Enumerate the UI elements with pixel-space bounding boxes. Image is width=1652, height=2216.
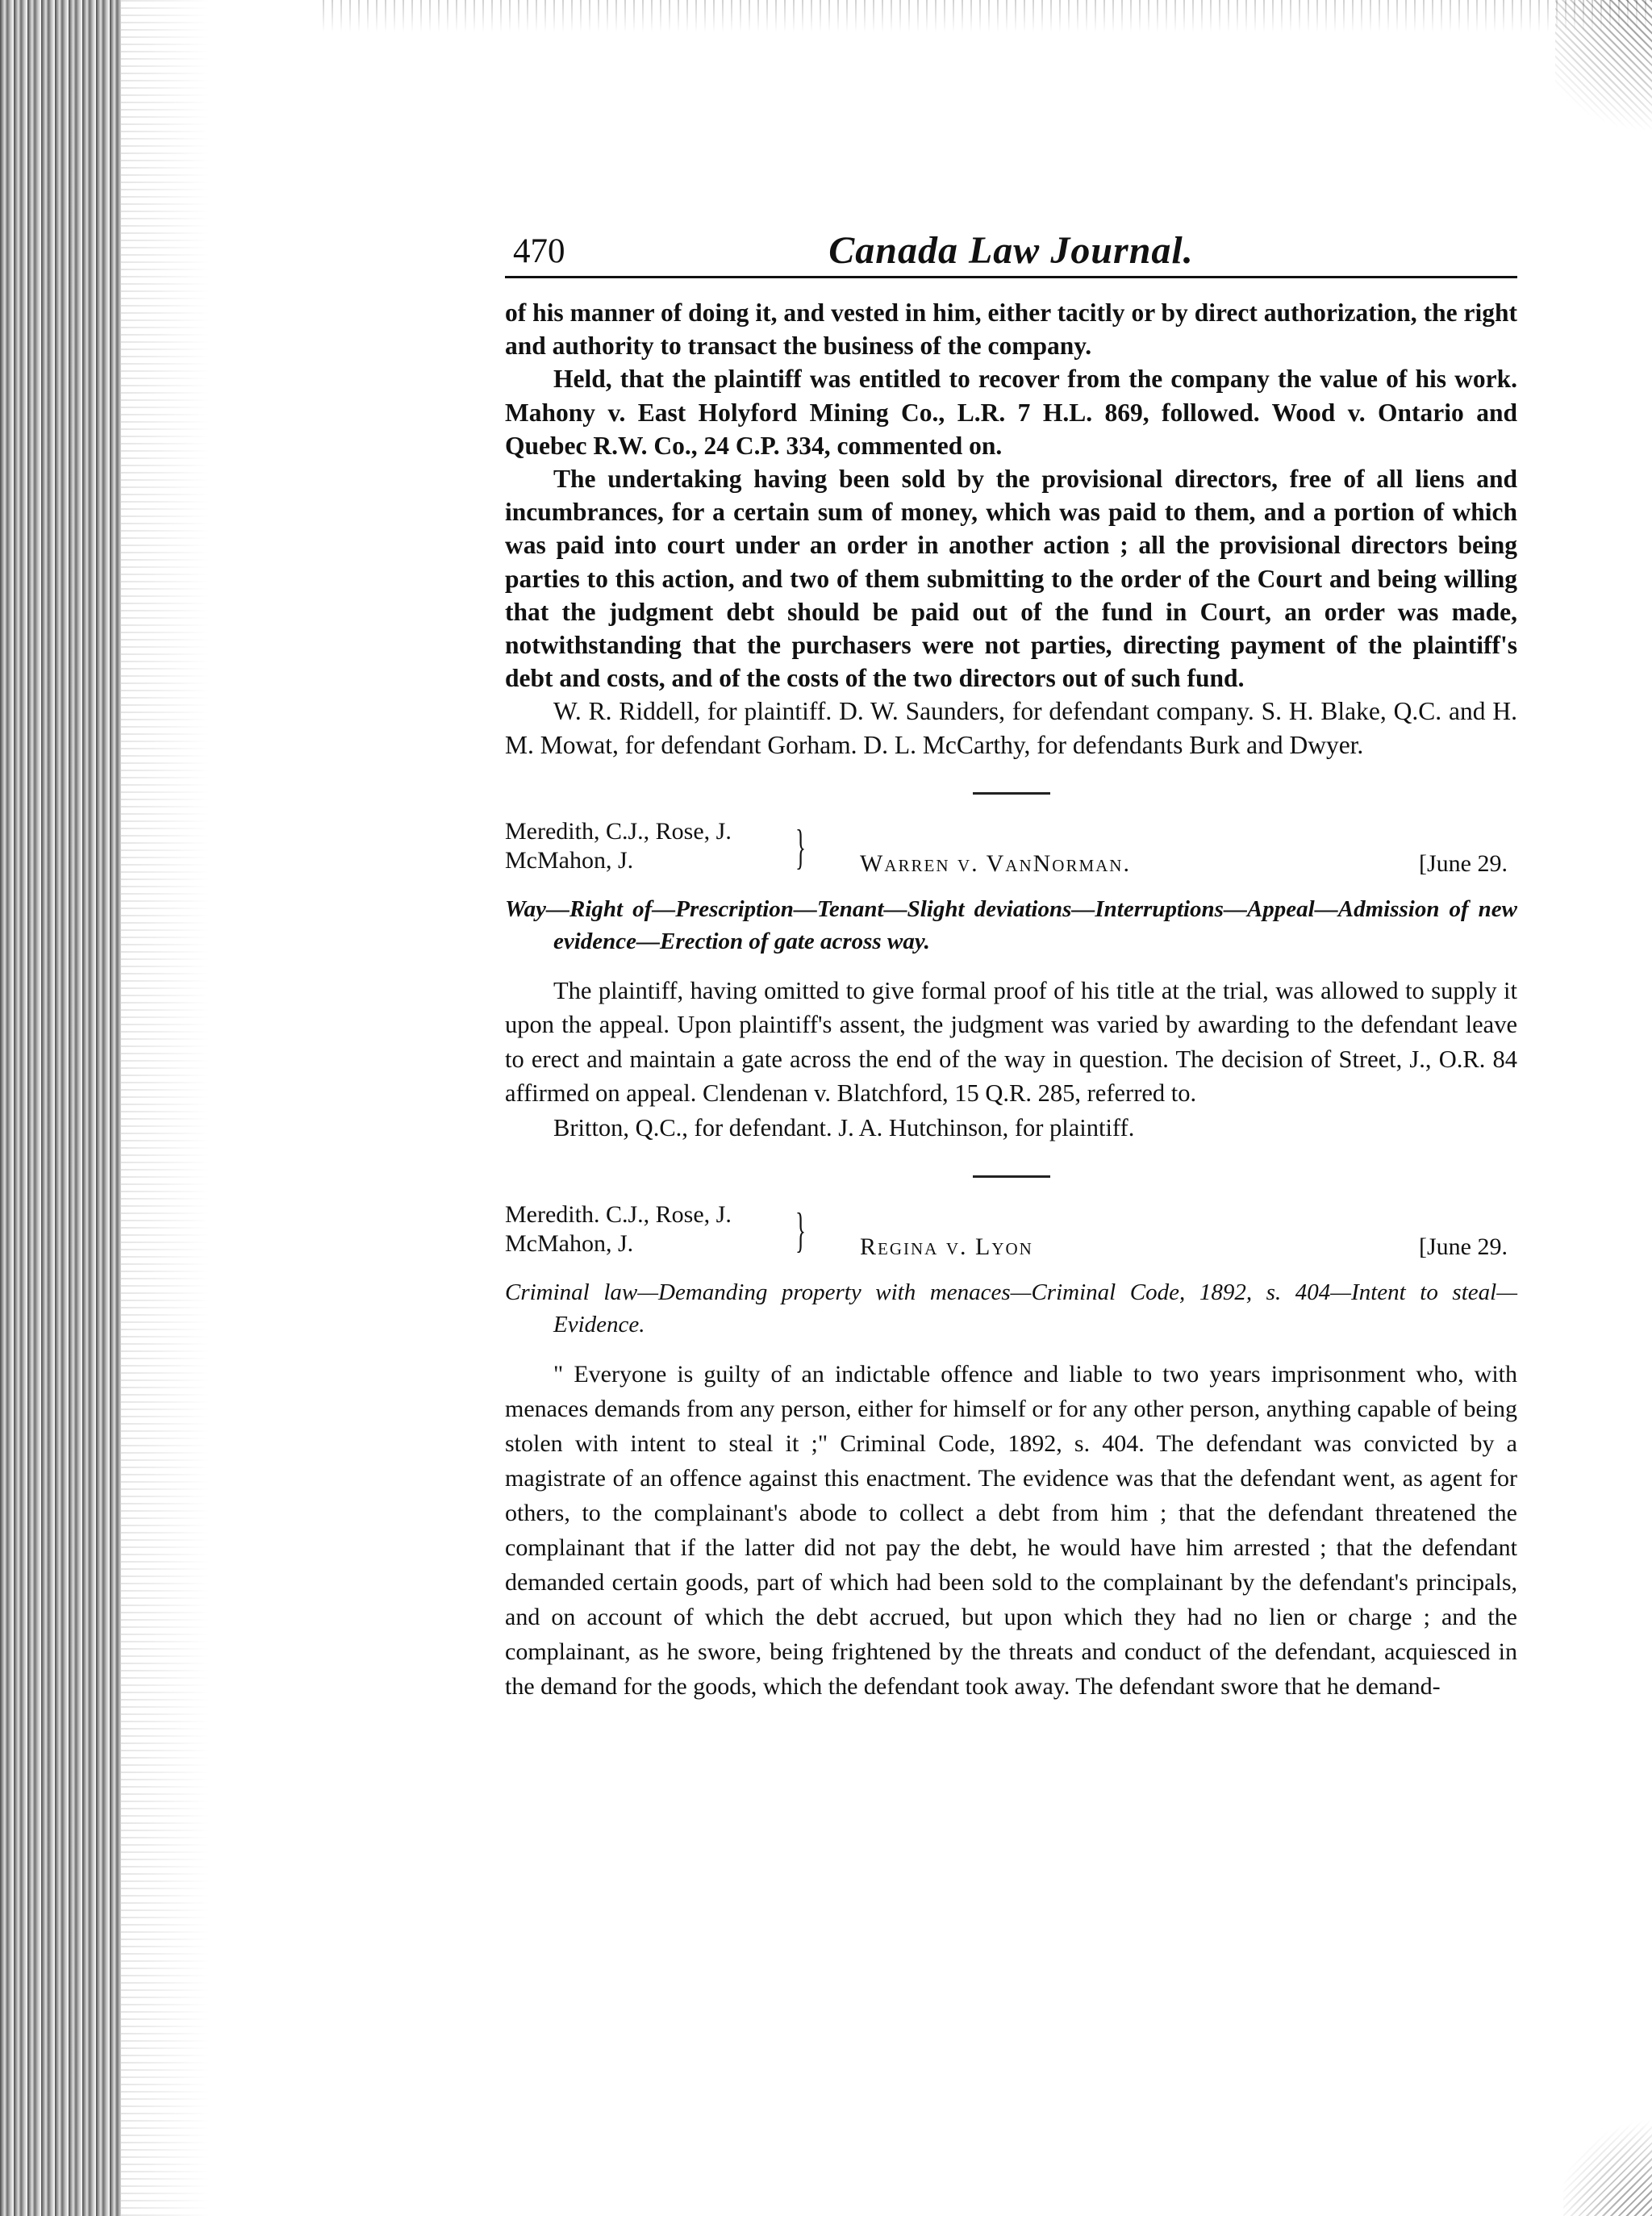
scan-shadow [121,0,210,2216]
paragraph-regina: " Everyone is guilty of an indictable offence and liable to two years imprisonment who, with menaces demands from any person, either for himself or for any other person, anything capable of being stolen with intent to steal it ;" Criminal Code, 1892, s. 404. The defendant was convicted by a magistrate of an offence against this enactment. The evidence was that the defendant went, as agent for others, to the complainant's abode to collect a debt from him ; that the defendant threatened the complainant that if the latter did not pay the debt, he would have him arrested ; that the defendant demanded certain goods, part of which had been sold to the complainant by the defendant's principals, and on account of which the debt accrued, but upon which they had no lien or charge ; and the complainant, as he swore, being frightened by the threats and conduct of the defendant, acquiesced in the demand for the goods, which the defendant took away. The defendant swore that he demand- [505,1361,1517,1701]
case-name: Warren v. VanNorman. [860,849,1131,877]
judges-line-1: Meredith, C.J., Rose, J. [505,817,732,845]
paragraph-held: Held, that the plaintiff was entitled to recover from the company the value of his work. Mahony v. East Holyford Mining Co., L.R. 7 H.L. 869, followed. Wood v. Ontario and Quebec R.W. Co., 24 C.P. 334, commented on. [505,365,1517,460]
journal-page [505,218,1517,1704]
paragraph-undertaking: The undertaking having been sold by the provisional directors, free of all liens and incumbrances, for a certain sum of money, which was paid to them, and a portion of which was paid into court under an order in another action ; all the provisional directors being parties to this action, and two of them submitting to the order of the Court and being willing that the judgment debt should be paid out of the fund in Court, an order was made, notwithstanding that the purchasers were not parties, directing payment of the plaintiff's debt and costs, and of the costs of the two directors out of such fund. [505,465,1517,693]
case-body-regina [505,1357,1517,1704]
judges-list [505,817,732,875]
case-name: Regina v. Lyon [860,1233,1033,1261]
counsel-warren: Britton, Q.C., for defendant. J. A. Hutchinson, for plaintiff. [553,1113,1135,1141]
scan-corner-bottom-right [1563,2111,1652,2216]
paragraph-warren: The plaintiff, having omitted to give formal proof of his title at the trial, was allowed to supply it upon the appeal. Upon plaintiff's assent, the judgment was varied by awarding to the defendant leave to erect and maintain a gate across the end of the way in question. The decision of Street, J., O.R. 84 affirmed on appeal. Clendenan v. Blatchford, 15 Q.R. 285, referred to. [505,976,1517,1108]
case-date: [June 29. [1419,1233,1508,1261]
section-continued [505,296,1517,762]
scan-top-edge [323,0,1652,32]
scan-corner-top-right [1555,0,1652,161]
journal-title: Canada Law Journal. [828,229,1194,272]
judges-list-2 [505,1200,732,1258]
counsel-listing: W. R. Riddell, for plaintiff. D. W. Saunders, for defendant company. S. H. Blake, Q.C. and H. M. Mowat, for defendant Gorham. D. L. McCarthy, for defendants Burk and Dwyer. [505,697,1517,759]
case-body-warren [505,974,1517,1146]
headnote-warren: Way—Right of—Prescription—Tenant—Slight deviations—Interruptions—Appeal—Admission of new evidence—Erection of gate across way. [505,895,1517,954]
case-heading-warren [505,817,1517,887]
brace-symbol: } [795,820,806,874]
judges-line-2: McMahon, J. [505,846,634,874]
paragraph-continued: of his manner of doing it, and vested in him, either tacitly or by direct authorization, the right and authority to transact the business of the company. [505,298,1517,361]
book-binding-edge [0,0,121,2216]
case-date: [June 29. [1419,849,1508,877]
case-heading-regina [505,1200,1517,1270]
judges-line-1: Meredith. C.J., Rose, J. [505,1201,732,1229]
section-divider [973,792,1050,795]
section-divider-2 [973,1175,1050,1178]
brace-symbol: } [795,1204,806,1258]
headnote-regina: Criminal law—Demanding property with menaces—Criminal Code, 1892, s. 404—Intent to steal—Evidence. [505,1279,1517,1338]
judges-line-2: McMahon, J. [505,1230,634,1258]
page-number: 470 [513,232,565,270]
page-header [505,218,1517,278]
